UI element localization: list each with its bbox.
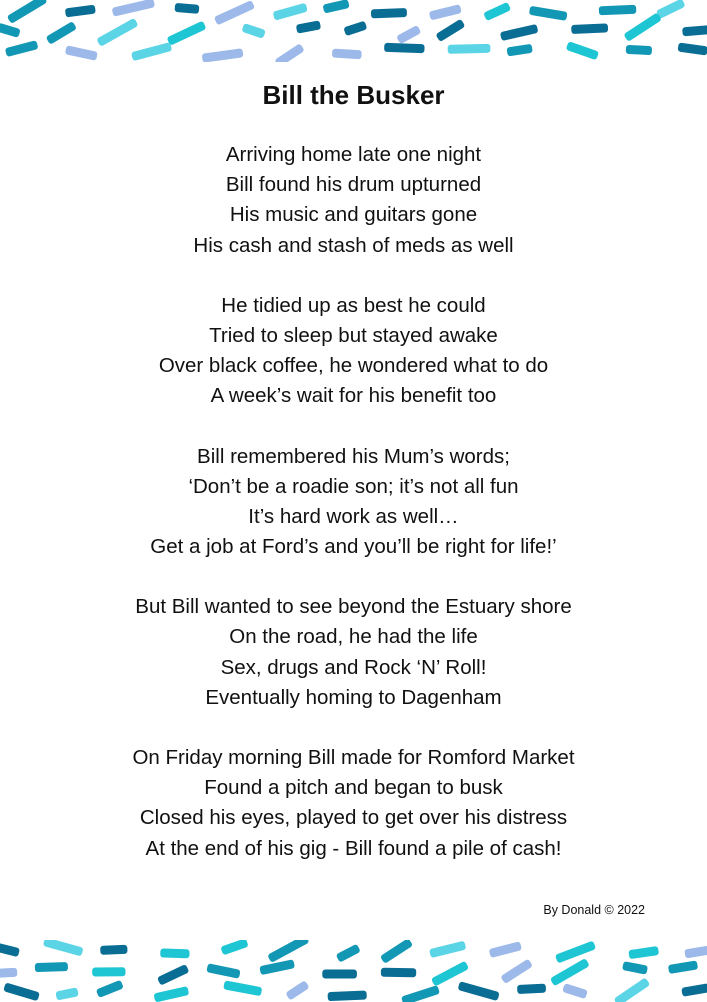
brush-stroke: [622, 961, 648, 975]
poem-line: At the end of his gig - Bill found a pile of cash!: [145, 836, 562, 860]
brush-stroke: [566, 41, 599, 60]
brush-stroke: [448, 44, 491, 54]
poem-line: Closed his eyes, played to get over his distress: [139, 806, 568, 830]
brush-stroke: [174, 3, 199, 14]
brush-stroke: [166, 21, 206, 46]
brush-stroke: [96, 980, 124, 998]
poem-line: His music and guitars gone: [229, 203, 478, 227]
brush-stroke: [0, 942, 20, 957]
poem-line: A week’s wait for his benefit too: [210, 384, 497, 408]
brush-strokes-bottom: [0, 940, 707, 1002]
poem-line: Over black coffee, he wondered what to do: [158, 354, 549, 378]
brush-stroke: [489, 941, 522, 958]
brush-stroke: [517, 984, 546, 994]
poem-line: On Friday morning Bill made for Romford Market: [132, 746, 575, 769]
brush-stroke: [160, 948, 189, 958]
brush-stroke: [562, 983, 588, 999]
brush-stroke: [682, 24, 707, 37]
brush-stroke: [550, 958, 590, 986]
stanza: [0, 743, 707, 864]
brush-stroke: [285, 980, 309, 1000]
brush-stroke: [273, 3, 308, 21]
brush-stroke: [336, 944, 361, 963]
poem-line: Eventually homing to Dagenham: [205, 685, 502, 709]
brush-stroke: [599, 5, 637, 16]
decorative-border-bottom: [0, 940, 707, 1002]
brush-stroke: [396, 25, 421, 44]
stanza: [0, 592, 707, 713]
brush-stroke: [65, 5, 96, 18]
brush-stroke: [500, 959, 533, 984]
brush-stroke: [259, 959, 295, 975]
brush-stroke: [157, 964, 190, 986]
brush-stroke: [668, 960, 698, 974]
brush-stroke: [5, 40, 39, 57]
brush-stroke: [96, 18, 138, 47]
brush-stroke: [202, 48, 244, 62]
brush-stroke: [571, 23, 608, 34]
brush-stroke: [401, 985, 440, 1002]
brush-stroke: [343, 21, 367, 37]
brush-stroke: [429, 4, 462, 20]
brush-stroke: [35, 962, 68, 972]
brush-stroke: [65, 45, 98, 60]
poem-body: [0, 140, 707, 894]
brush-stroke: [241, 23, 265, 39]
brush-stroke: [483, 2, 511, 21]
brush-stroke: [55, 987, 78, 1000]
author-credit: By Donald © 2022: [543, 903, 645, 917]
poem-line: On the road, he had the life: [229, 625, 478, 649]
brush-stroke: [681, 983, 707, 997]
brush-stroke: [380, 940, 413, 964]
brush-stroke: [323, 0, 350, 14]
poem-line: Bill found his drum upturned: [225, 173, 482, 197]
poem-line: It’s hard work as well…: [248, 504, 459, 528]
brush-strokes-top: [0, 0, 707, 62]
poem-title: Bill the Busker: [262, 80, 445, 110]
brush-stroke: [435, 19, 465, 42]
brush-stroke: [267, 940, 309, 963]
brush-stroke: [46, 21, 77, 45]
brush-stroke: [214, 0, 255, 25]
brush-stroke: [92, 967, 125, 976]
brush-stroke: [43, 940, 84, 956]
brush-stroke: [458, 981, 500, 1001]
brush-stroke: [220, 940, 248, 955]
poem-line: His cash and stash of meds as well: [193, 233, 514, 257]
poem-line: Found a pitch and began to busk: [204, 776, 503, 800]
poem-line: Arriving home late one night: [225, 143, 482, 166]
brush-stroke: [614, 977, 651, 1002]
brush-stroke: [500, 24, 539, 41]
brush-stroke: [529, 6, 568, 21]
brush-stroke: [678, 43, 707, 56]
brush-stroke: [656, 0, 686, 19]
brush-stroke: [223, 980, 262, 996]
brush-stroke: [3, 982, 40, 1001]
brush-stroke: [7, 0, 48, 24]
brush-stroke: [296, 20, 321, 33]
brush-stroke: [506, 44, 532, 57]
poem-line: But Bill wanted to see beyond the Estuary shore: [135, 595, 572, 619]
brush-stroke: [381, 968, 416, 977]
brush-stroke: [0, 968, 17, 978]
decorative-border-top: [0, 0, 707, 62]
poem-line: He tidied up as best he could: [221, 293, 486, 317]
brush-stroke: [555, 941, 596, 964]
poem-line: Sex, drugs and Rock ‘N’ Roll!: [220, 655, 487, 679]
stanza: [0, 140, 707, 261]
brush-stroke: [112, 0, 156, 17]
brush-stroke: [623, 12, 662, 42]
brush-stroke: [429, 941, 466, 958]
brush-stroke: [0, 23, 21, 38]
brush-stroke: [626, 45, 652, 55]
brush-stroke: [684, 944, 707, 958]
brush-stroke: [384, 43, 425, 53]
poem-line: ‘Don’t be a roadie son; it’s not all fun: [188, 474, 519, 498]
stanza: [0, 442, 707, 563]
brush-stroke: [332, 49, 362, 60]
brush-stroke: [100, 945, 127, 955]
brush-stroke: [274, 43, 304, 62]
poem-line: Get a job at Ford’s and you’ll be right for life!’: [150, 535, 557, 559]
poem-line: Tried to sleep but stayed awake: [209, 323, 498, 347]
brush-stroke: [628, 946, 659, 959]
brush-stroke: [322, 969, 357, 978]
brush-stroke: [131, 42, 172, 61]
brush-stroke: [371, 8, 407, 18]
poem-line: Bill remembered his Mum’s words;: [197, 444, 510, 468]
brush-stroke: [206, 963, 240, 979]
stanza: [0, 291, 707, 412]
